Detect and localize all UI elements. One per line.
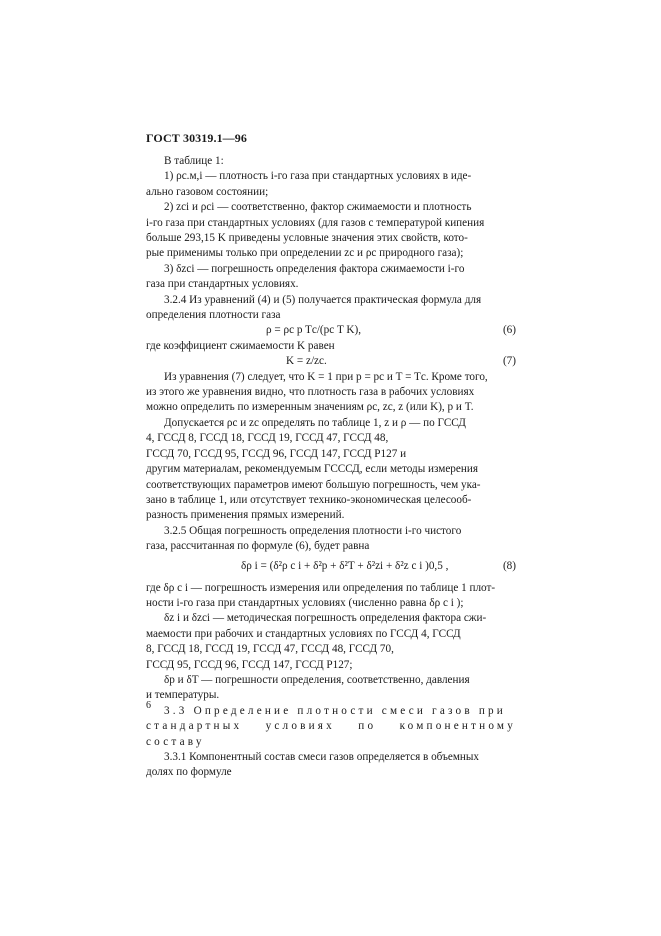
text-line: газа, рассчитанная по формуле (6), будет равна [146, 540, 370, 553]
formula-6 [146, 323, 516, 338]
text-line: δz i и δzсi — методическая погрешность определения фактора сжи- [164, 612, 487, 625]
text-line: Допускается ρс и zс определять по таблице 1, z и ρ — по ГССД [164, 416, 466, 429]
text-line: соответствующих параметров имеют большую погрешность, чем ука- [146, 478, 481, 491]
text-line: 3) δzсi — погрешность определения фактора сжимаемости i-го [164, 262, 465, 275]
text-line: определения плотности газа [146, 309, 281, 322]
text-line: 1) ρс.м,i — плотность i-го газа при стандартных условиях в иде- [164, 170, 472, 183]
text-line: 2) zсi и ρсi — соответственно, фактор сжимаемости и плотность [164, 201, 472, 214]
text-line: Из уравнения (7) следует, что K = 1 при p = pс и T = Tс. Кроме того, [164, 370, 488, 383]
text-line: и температуры. [146, 689, 220, 702]
text-line: можно определить по измеренным значениям ρс, zс, z (или K), p и T. [146, 401, 474, 414]
text-line: из этого же уравнения видно, что плотность газа в рабочих условиях [146, 386, 475, 399]
section-heading: стандартных условиях по компонентному составу [146, 720, 516, 748]
formula-8 [146, 555, 516, 581]
text-line: ности i-го газа при стандартных условиях (численно равна δρ с i ); [146, 596, 464, 609]
formula-7-number: (7) [502, 355, 516, 368]
text-line: ГССД 70, ГССД 95, ГССД 96, ГССД 147, ГССД Р127 и [146, 447, 407, 460]
text-line: i-го газа при стандартных условиях (для газов с температурой кипения [146, 216, 485, 229]
text-line: где коэффициент сжимаемости K равен [146, 339, 335, 352]
page-number: 6 [146, 700, 151, 711]
text-line: 3.3.1 Компонентный состав смеси газов определяется в объемных [164, 751, 480, 763]
formula-6-text: ρ = ρс p Tс/(pс T K), [266, 324, 362, 337]
formula-8-text: δρ i = (δ²ρ с i + δ²p + δ²T + δ²zi + δ²z с i )0,5 , [241, 559, 449, 572]
text-line: другим материалам, рекомендуемым ГСССД, если методы измерения [146, 463, 478, 476]
text-line: ально газовом состоянии; [146, 185, 269, 198]
document-header: ГОСТ 30319.1—96 [146, 131, 247, 145]
text-line: 4, ГССД 8, ГССД 18, ГССД 19, ГССД 47, ГССД 48, [146, 432, 389, 445]
text-line: газа при стандартных условиях. [146, 278, 299, 291]
text-line: δp и δT — погрешности определения, соответственно, давления [164, 673, 470, 686]
document-body [146, 154, 516, 781]
text-line: ГССД 95, ГССД 96, ГССД 147, ГССД Р127; [146, 658, 353, 671]
formula-7-text: K = z/zс. [286, 355, 327, 368]
text-line: 3.2.5 Общая погрешность определения плотности i-го чистого [164, 524, 462, 537]
text-line: рые применимы только при определении zс и ρс природного газа); [146, 247, 464, 260]
text-line: 3.2.4 Из уравнений (4) и (5) получается практическая формула для [164, 293, 482, 306]
text-line: долях по формуле [146, 766, 232, 779]
formula-7 [146, 354, 516, 369]
text-line: 8, ГССД 18, ГССД 19, ГССД 47, ГССД 48, ГССД 70, [146, 643, 394, 656]
formula-6-number: (6) [502, 324, 516, 337]
text-line: разность применения прямых измерений. [146, 509, 345, 522]
formula-8-number: (8) [502, 559, 516, 572]
text-line: маемости при рабочих и стандартных условиях по ГССД 4, ГССД [146, 627, 461, 640]
text-line: В таблице 1: [164, 155, 224, 167]
text-line: больше 293,15 K приведены условные значения этих свойств, кото- [146, 232, 468, 245]
text-line: зано в таблице 1, или отсутствует технико-экономическая целесооб- [146, 493, 472, 506]
section-heading: 3.3 Определение плотности смеси газов при [164, 704, 506, 717]
text-line: где δρ с i — погрешность измерения или определения по таблице 1 плот- [146, 581, 496, 594]
